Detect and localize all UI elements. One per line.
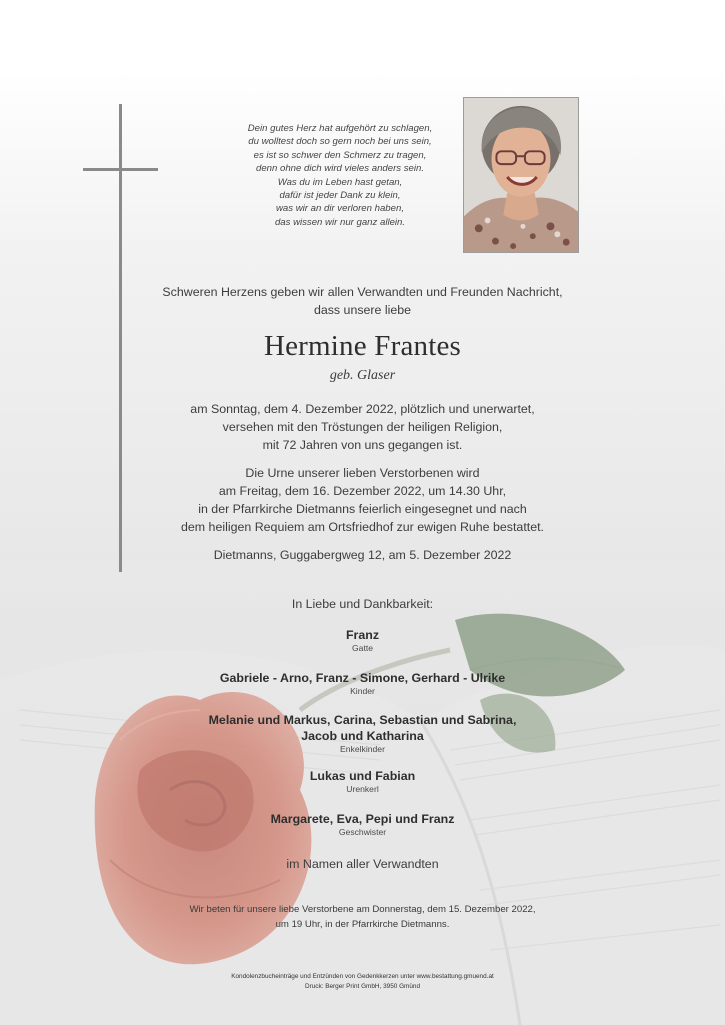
funeral-line: Die Urne unserer lieben Verstorbenen wird [245, 466, 480, 480]
death-announcement [0, 400, 725, 454]
death-line: mit 72 Jahren von uns gegangen ist. [262, 438, 463, 452]
family-entry [0, 627, 725, 654]
poem-line: du wolltest doch so gern noch bei uns sein, [248, 136, 432, 148]
portrait-photo [463, 97, 579, 253]
place-date: Dietmanns, Guggabergweg 12, am 5. Dezember 2022 [213, 548, 512, 562]
poem [222, 122, 458, 229]
death-line: versehen mit den Tröstungen der heiligen Religion, [222, 420, 503, 434]
family-entry [0, 811, 725, 838]
poem-line: dafür ist jeder Dank zu klein, [279, 190, 401, 202]
gratitude-line: In Liebe und Dankbarkeit: [291, 597, 434, 611]
funeral-line: am Freitag, dem 16. Dezember 2022, um 14.30 Uhr, [218, 484, 507, 498]
funeral-details [0, 464, 725, 536]
poem-line: denn ohne dich wird vieles anders sein. [256, 163, 424, 175]
family-entry [0, 670, 725, 697]
intro-text [0, 283, 725, 319]
family-entry [0, 712, 725, 755]
prayer-line: um 19 Uhr, in der Pfarrkirche Dietmanns. [275, 919, 450, 930]
maiden-name: geb. Glaser [329, 368, 396, 383]
family-relation: Urenkerl [346, 784, 379, 794]
family-names: Franz [345, 628, 380, 642]
intro-line: Schweren Herzens geben wir allen Verwandten und Freunden Nachricht, [162, 285, 563, 299]
funeral-line: in der Pfarrkirche Dietmanns feierlich eingesegnet und nach [198, 502, 527, 516]
family-names: Jacob und Katharina [301, 729, 424, 743]
poem-line: das wissen wir nur ganz allein. [274, 216, 406, 228]
poem-line: Was du im Leben hast getan, [277, 176, 403, 188]
funeral-line: dem heiligen Requiem am Ortsfriedhof zur ewigen Ruhe bestattet. [181, 520, 544, 534]
family-relation: Geschwister [338, 827, 387, 837]
footer-line: Druck: Berger Print GmbH, 3950 Gmünd [304, 982, 421, 990]
deceased-name: Hermine Frantes [263, 330, 462, 362]
family-names: Lukas und Fabian [309, 769, 416, 783]
prayer-line: Wir beten für unsere liebe Verstorbene am Donnerstag, dem 15. Dezember 2022, [189, 904, 536, 915]
prayer-notice [0, 902, 725, 932]
on-behalf-line: im Namen aller Verwandten [286, 857, 439, 871]
poem-line: Dein gutes Herz hat aufgehört zu schlagen, [247, 123, 433, 134]
family-names: Gabriele - Arno, Franz - Simone, Gerhard - Ulrike [219, 671, 506, 685]
family-relation: Enkelkinder [340, 744, 385, 754]
family-entry [0, 768, 725, 795]
death-line: am Sonntag, dem 4. Dezember 2022, plötzlich und unerwartet, [190, 402, 535, 416]
footer [0, 972, 725, 991]
poem-line: es ist so schwer den Schmerz zu tragen, [253, 149, 427, 161]
family-names: Melanie und Markus, Carina, Sebastian und Sabrina, [208, 713, 517, 727]
footer-line: Kondolenzbucheinträge und Entzünden von Gedenkkerzen unter www.bestattung.gmuend.at [231, 973, 494, 980]
family-relation: Gatte [351, 643, 374, 653]
intro-line: dass unsere liebe [313, 303, 412, 317]
family-names: Margarete, Eva, Pepi und Franz [270, 812, 455, 826]
cross-horizontal-bar [83, 168, 158, 171]
poem-line: was wir an dir verloren haben, [276, 203, 404, 215]
family-relation: Kinder [350, 686, 375, 696]
